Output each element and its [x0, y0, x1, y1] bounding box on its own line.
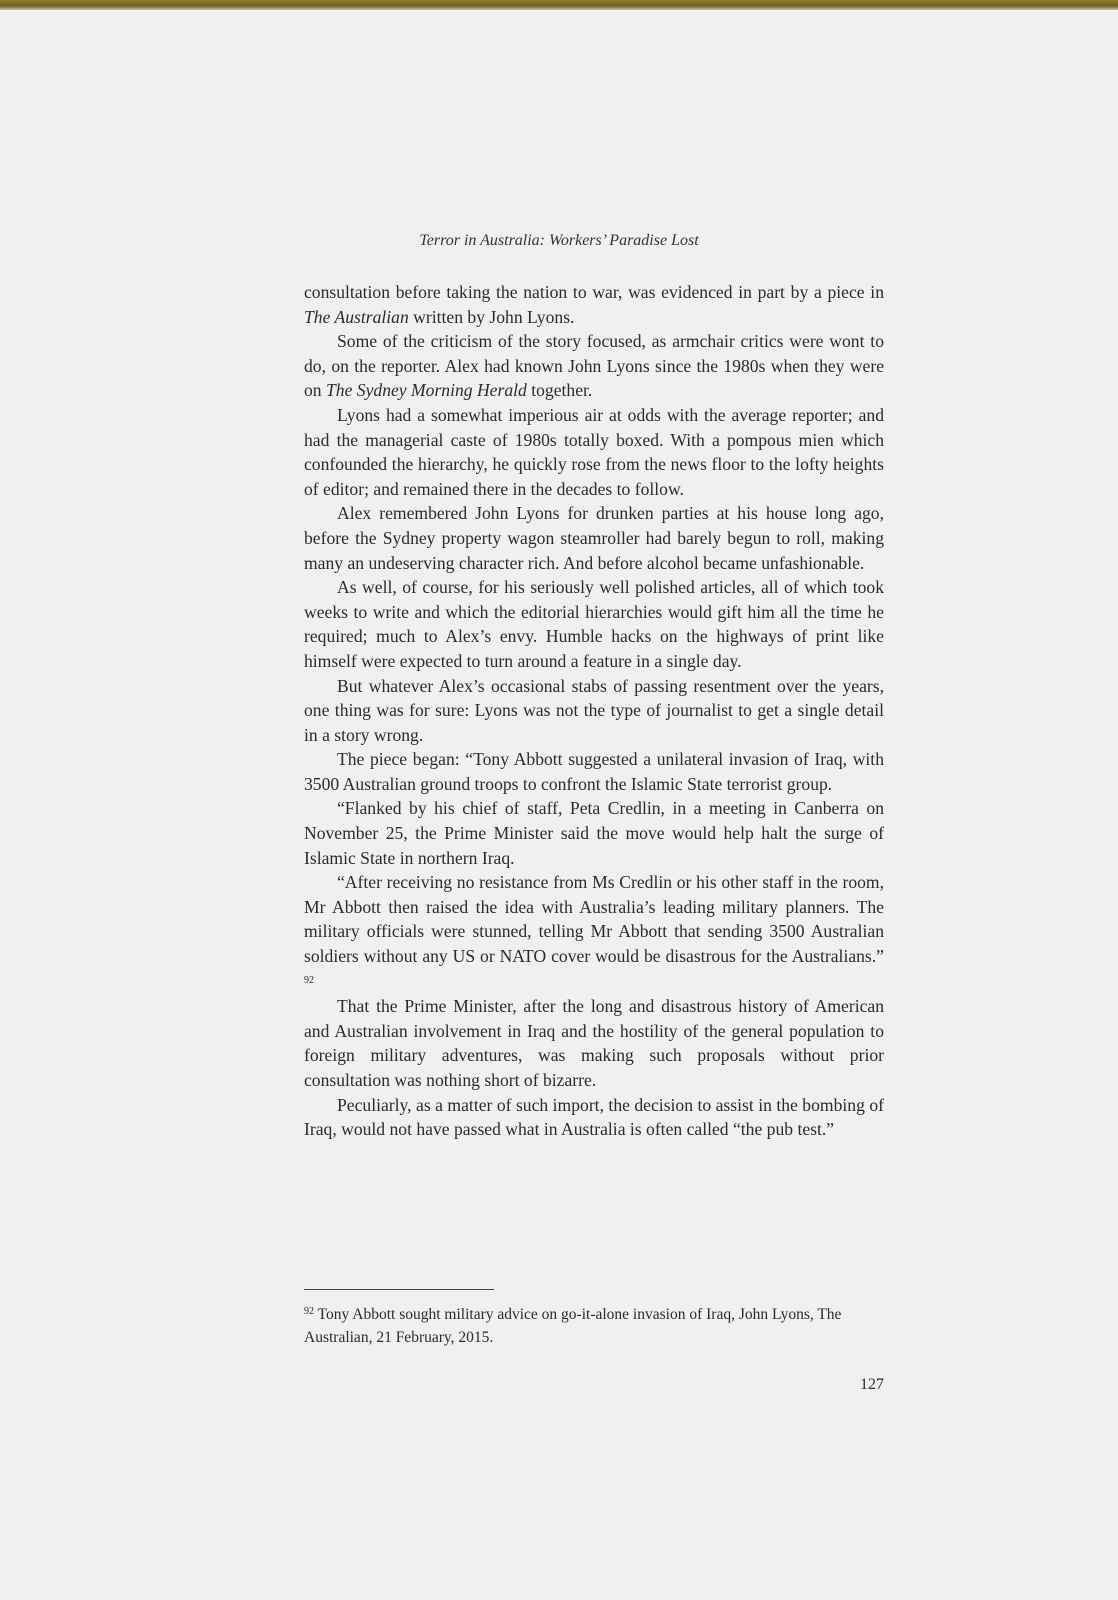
paragraph-9-text: “After receiving no resistance from Ms Credlin or his other staff in the room, Mr Abbott then raised the idea with Australia’s leading military planners. The military officials were stunned, telling Mr Abbott that sending 3500 Australian soldiers without any US or NATO cover would be disastrous for the Australians.” [304, 872, 884, 967]
paragraph-10: That the Prime Minister, after the long and disastrous history of American and Australian involvement in Iraq and the hostility of the general population to foreign military adventures, was making such proposals without prior consultation was nothing short of bizarre. [304, 996, 884, 1090]
paragraph-1 [304, 280, 884, 329]
footnote-reference: 92 [304, 974, 314, 986]
paragraph-11: Peculiarly, as a matter of such import, the decision to assist in the bombing of Iraq, would not have passed what in Australia is often called “the pub test.” [304, 1094, 884, 1140]
paragraph-9 [304, 870, 884, 994]
publication-title: The Sydney Morning Herald [326, 380, 527, 401]
paragraph-8: “Flanked by his chief of staff, Peta Credlin, in a meeting in Canberra on November 25, the Prime Minister said the move would help halt the surge of Islamic State in northern Iraq. [304, 798, 884, 868]
paragraph-2-text-end: together. [526, 380, 593, 401]
paragraph-1-text-end: written by John Lyons. [408, 306, 575, 327]
paragraph-6: But whatever Alex’s occasional stabs of passing resentment over the years, one thing was for sure: Lyons was not the type of journalist to get a single detail in a story wrong. [304, 675, 884, 745]
footnote [304, 1300, 884, 1349]
body-text [304, 280, 884, 1142]
paragraph-3: Lyons had a somewhat imperious air at odds with the average reporter; and had the managerial caste of 1980s totally boxed. With a pompous mien which confounded the hierarchy, he quickly rose from the news floor to the lofty heights of editor; and remained there in the decades to follow. [304, 404, 884, 499]
publication-title: The Australian [304, 306, 409, 327]
paragraph-2 [304, 329, 884, 403]
footnote-number: 92 [304, 1306, 314, 1317]
paragraph-1-text: consultation before taking the nation to war, was evidenced in part by a piece in [304, 282, 884, 302]
paragraph-5: As well, of course, for his seriously well polished articles, all of which took weeks to write and which the editorial hierarchies would gift him all the time he required; much to Alex’s envy. Humble hacks on the highways of print like himself were expected to turn around a feature in a single day. [304, 577, 884, 671]
paragraph-2-text: Some of the criticism of the story focused, as armchair critics were wont to do, on the reporter. Alex had known John Lyons since the 1980s when they were on [304, 331, 884, 401]
paragraph-7: The piece began: “Tony Abbott suggested a unilateral invasion of Iraq, with 3500 Australian ground troops to confront the Islamic State terrorist group. [304, 749, 884, 794]
footnote-divider [304, 1289, 494, 1290]
scan-top-edge [0, 0, 1118, 10]
book-page [0, 10, 1118, 1600]
footnote-text: Tony Abbott sought military advice on go-it-alone invasion of Iraq, John Lyons, The Australian, 21 February, 2015. [304, 1306, 842, 1346]
page-number: 127 [860, 1376, 884, 1393]
running-head: Terror in Australia: Workers’ Paradise Lost [419, 232, 699, 249]
paragraph-4: Alex remembered John Lyons for drunken parties at his house long ago, before the Sydney property wagon steamroller had barely begun to roll, making many an undeserving character rich. And before alcohol became unfashionable. [304, 503, 884, 573]
